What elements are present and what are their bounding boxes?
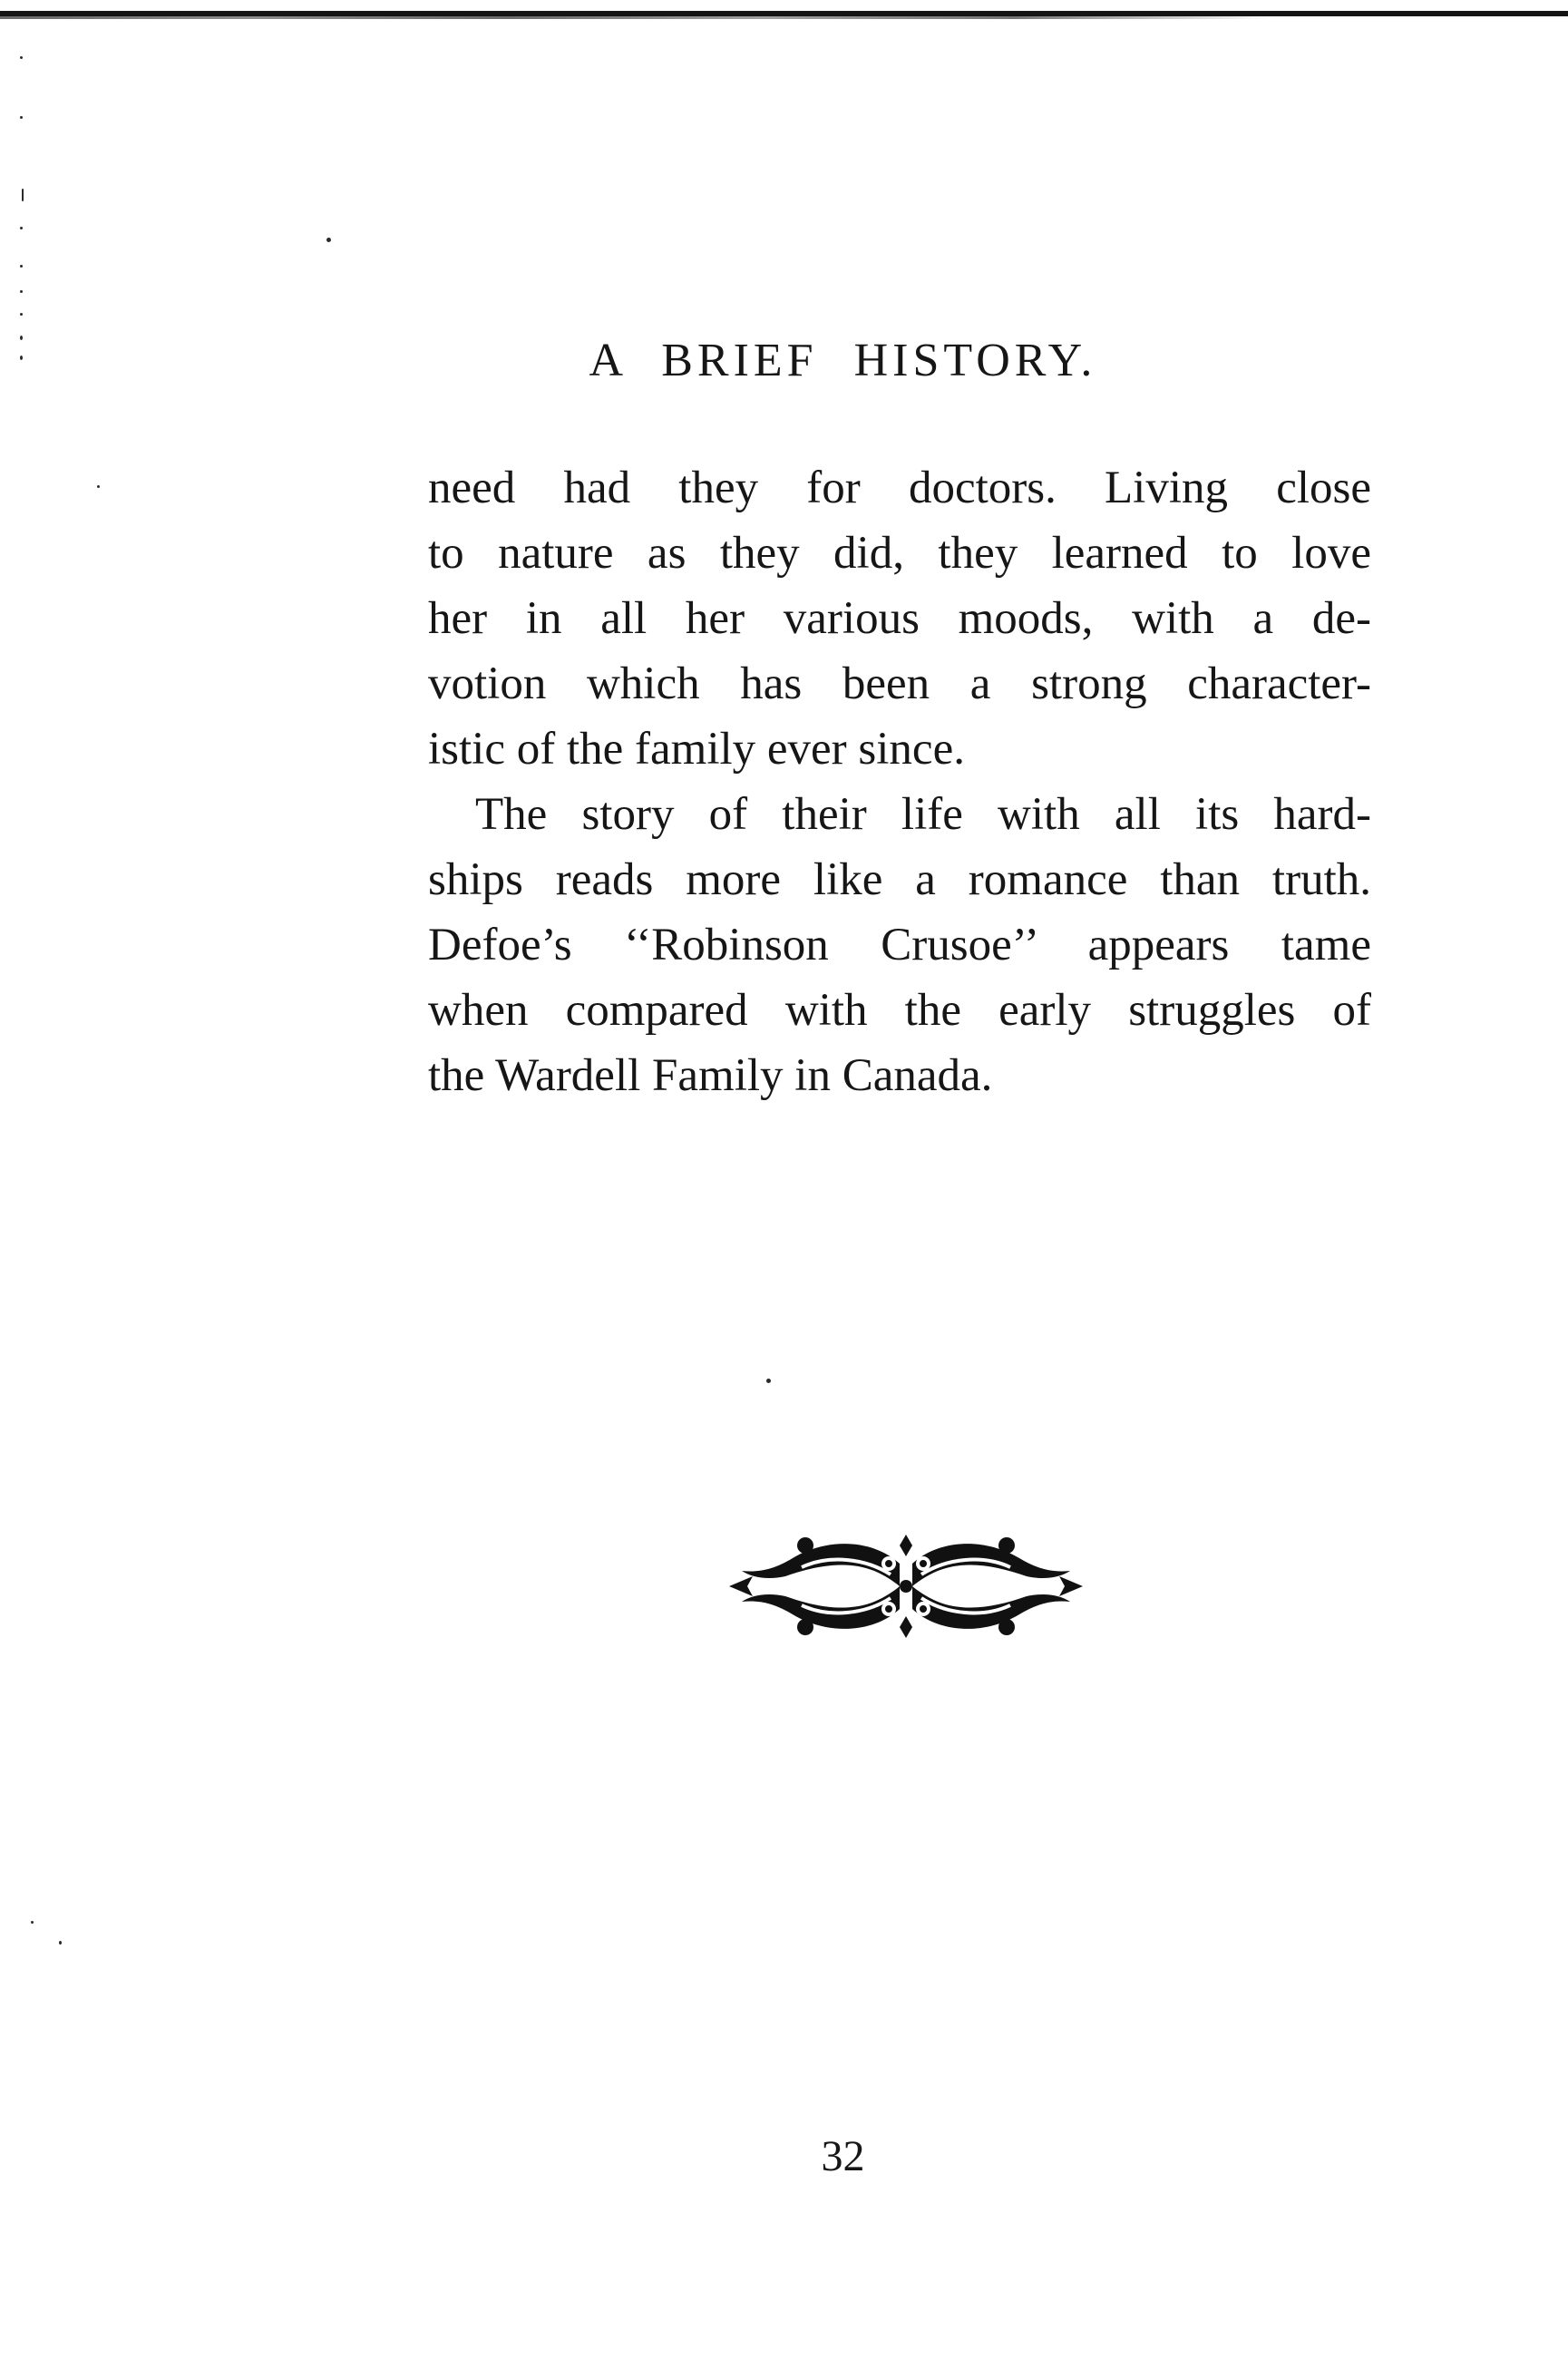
text-line: when compared with the early struggles of [428, 985, 1371, 1036]
paragraph [428, 782, 1371, 1108]
printer-ornament-icon [729, 1527, 1083, 1645]
text-line: istic of the family ever since. [428, 724, 965, 775]
text-line: ships reads more like a romance than truth. [428, 854, 1371, 905]
text-line: votion which has been a strong character- [428, 658, 1371, 709]
scan-speck [766, 1379, 771, 1383]
page-number: 32 [821, 2132, 865, 2180]
scan-speck [20, 265, 23, 268]
scan-speck [20, 116, 23, 119]
scan-speck [22, 189, 24, 201]
scan-speck [59, 1941, 62, 1945]
scan-speck [326, 238, 331, 242]
scan-speck [31, 1921, 34, 1924]
text-line: her in all her various moods, with a de- [428, 593, 1371, 644]
scan-speck [20, 313, 23, 316]
body-text [428, 455, 1371, 1108]
scan-speck [20, 227, 23, 229]
top-border-shadow [0, 16, 1270, 19]
running-head: A BRIEF HISTORY. [589, 335, 1097, 386]
scan-speck [20, 56, 23, 59]
scan-speck [20, 290, 23, 293]
text-line: to nature as they did, they learned to love [428, 528, 1371, 579]
scan-speck [97, 485, 100, 488]
paragraph [428, 455, 1371, 782]
text-line: Defoe’s ‘‘Robinson Crusoe’’ appears tame [428, 920, 1371, 970]
text-line: the Wardell Family in Canada. [428, 1050, 993, 1101]
text-line: need had they for doctors. Living close [428, 463, 1371, 513]
text-line: The story of their life with all its hard- [475, 789, 1371, 840]
